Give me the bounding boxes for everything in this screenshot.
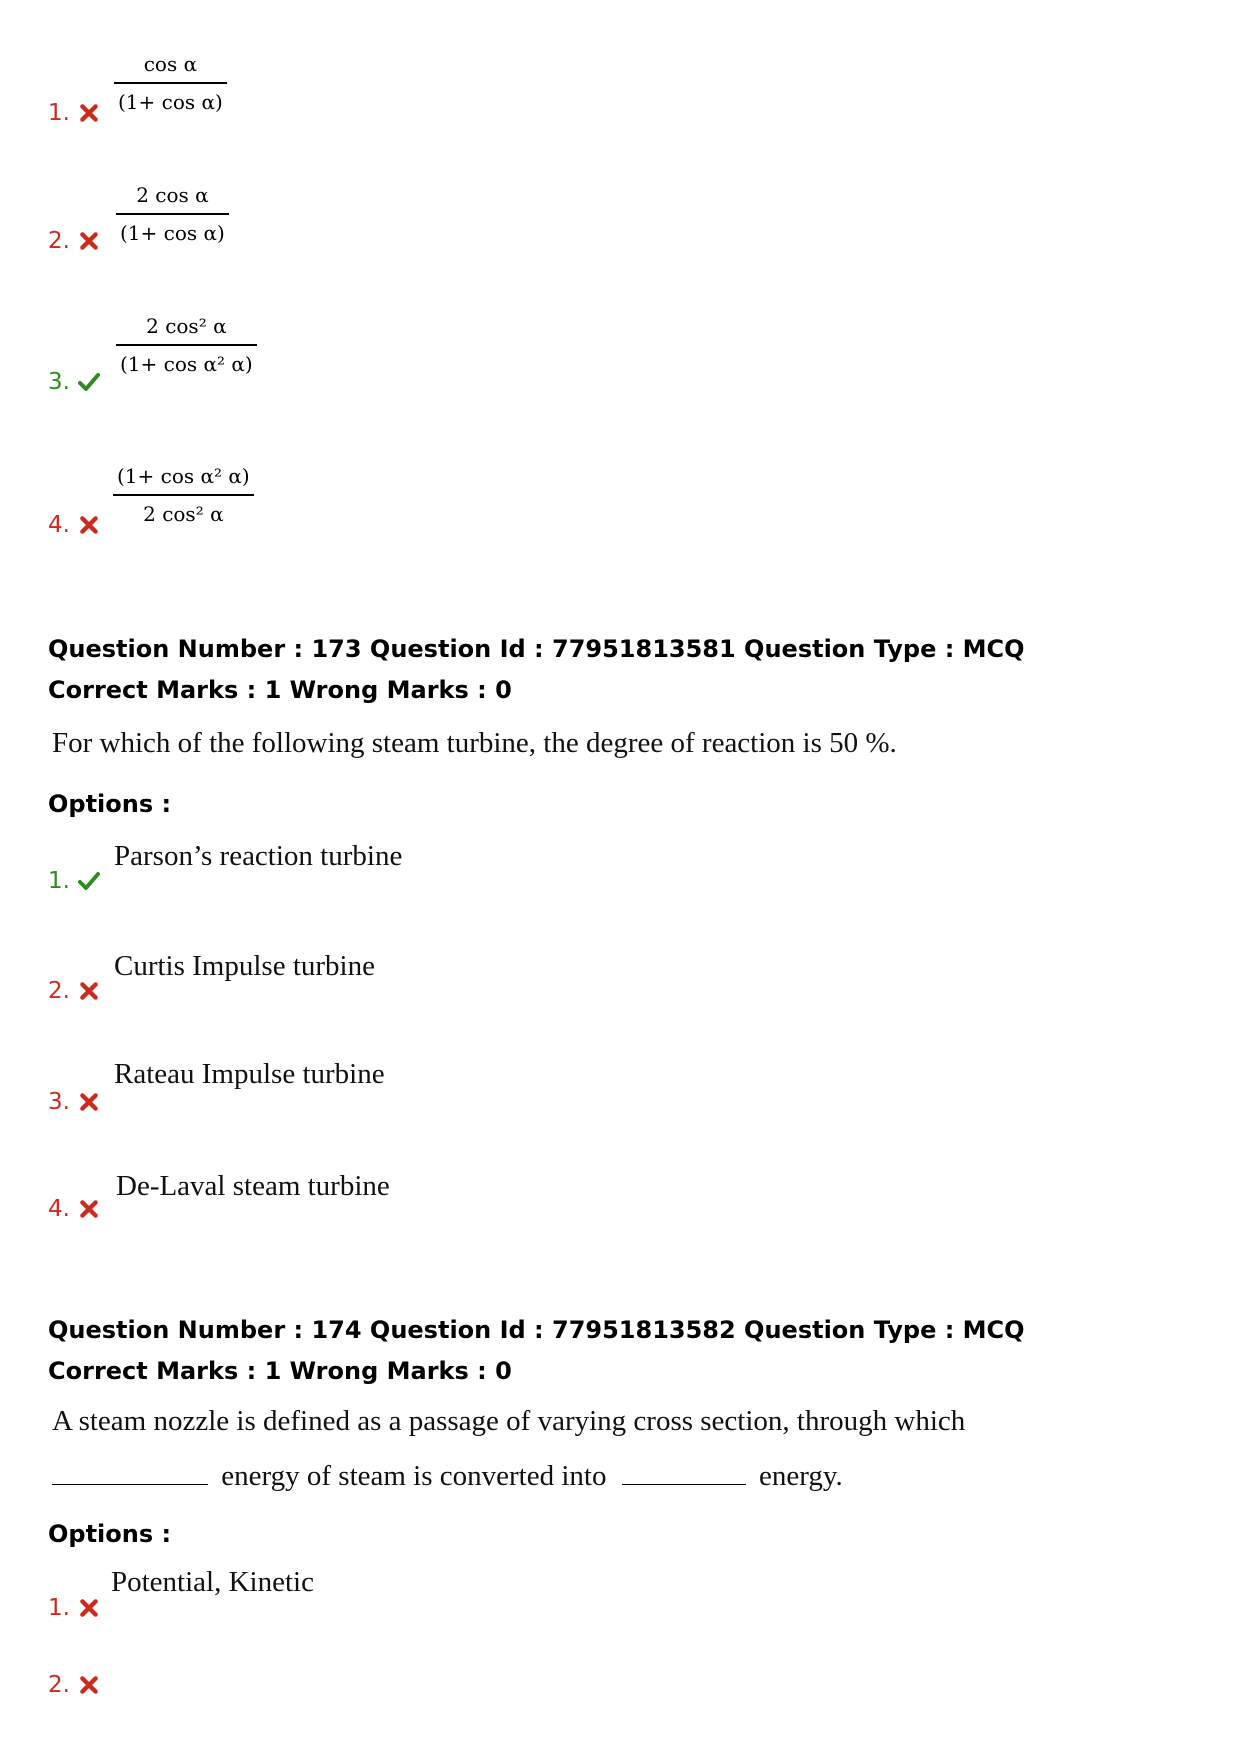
denominator: 2 cos² α: [143, 502, 224, 526]
cross-mark-icon: [78, 1198, 100, 1220]
check-mark-icon: [78, 870, 100, 892]
q173-option-2-number: 2.: [48, 978, 100, 1004]
prev-option-1-fraction: [114, 52, 227, 114]
fraction-bar: [116, 344, 257, 346]
question-173-options-label: Options :: [48, 790, 172, 818]
numerator: (1+ cos α² α): [117, 464, 250, 488]
prev-option-1-number: 1.: [48, 100, 100, 126]
cross-mark-icon: [78, 102, 100, 124]
q174-option-2-number: 2.: [48, 1672, 100, 1698]
q173-option-4-text: De-Laval steam turbine: [116, 1170, 390, 1202]
prev-option-3-fraction: [116, 314, 257, 376]
fill-in-blank-2: [622, 1458, 746, 1485]
q174-option-1-number: 1.: [48, 1595, 100, 1621]
fraction-bar: [114, 82, 227, 84]
check-mark-icon: [78, 371, 100, 393]
numerator: 2 cos α: [136, 183, 209, 207]
cross-mark-icon: [78, 1597, 100, 1619]
question-174-marks: Correct Marks : 1 Wrong Marks : 0: [48, 1357, 512, 1385]
cross-mark-icon: [78, 514, 100, 536]
question-174-text-line1: A steam nozzle is defined as a passage of varying cross section, through which: [52, 1405, 966, 1437]
denominator: (1+ cos α): [120, 221, 225, 245]
q173-option-3-number: 3.: [48, 1089, 100, 1115]
q173-option-1-number: 1.: [48, 868, 100, 894]
fraction-bar: [113, 494, 254, 496]
prev-option-4-number: 4.: [48, 512, 100, 538]
fraction-bar: [116, 213, 229, 215]
q174-option-1-text: Potential, Kinetic: [111, 1566, 314, 1598]
question-174-meta: Question Number : 174 Question Id : 77951813582 Question Type : MCQ: [48, 1316, 1025, 1344]
question-174-text-line2: energy of steam is converted into energy.: [52, 1458, 843, 1493]
cross-mark-icon: [78, 1674, 100, 1696]
question-173-marks: Correct Marks : 1 Wrong Marks : 0: [48, 676, 512, 704]
fill-in-blank-1: [52, 1458, 208, 1485]
prev-option-4-fraction: [113, 464, 254, 526]
denominator: (1+ cos α² α): [120, 352, 253, 376]
numerator: cos α: [143, 52, 198, 76]
cross-mark-icon: [78, 980, 100, 1002]
q173-option-1-text: Parson’s reaction turbine: [114, 840, 403, 872]
prev-option-2-number: 2.: [48, 228, 100, 254]
q173-option-4-number: 4.: [48, 1196, 100, 1222]
cross-mark-icon: [78, 230, 100, 252]
question-174-options-label: Options :: [48, 1520, 172, 1548]
prev-option-3-number: 3.: [48, 369, 100, 395]
denominator: (1+ cos α): [118, 90, 223, 114]
question-173-text: For which of the following steam turbine, the degree of reaction is 50 %.: [52, 727, 897, 759]
question-173-meta: Question Number : 173 Question Id : 77951813581 Question Type : MCQ: [48, 635, 1025, 663]
q173-option-3-text: Rateau Impulse turbine: [114, 1058, 385, 1090]
q173-option-2-text: Curtis Impulse turbine: [114, 950, 375, 982]
prev-option-2-fraction: [116, 183, 229, 245]
numerator: 2 cos² α: [146, 314, 227, 338]
cross-mark-icon: [78, 1091, 100, 1113]
